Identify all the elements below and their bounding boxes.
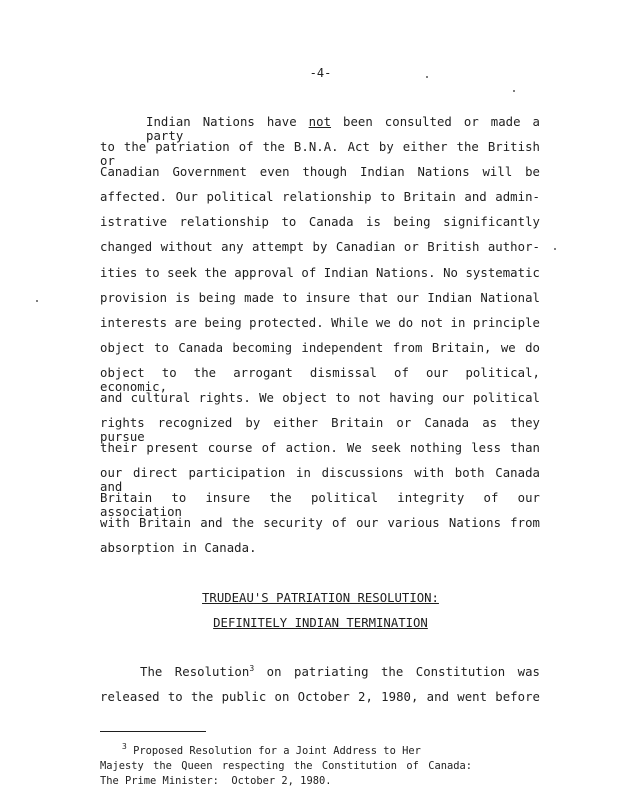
paragraph-line: istrative relationship to Canada is being significantly — [100, 215, 540, 229]
footnote-separator — [100, 731, 206, 732]
text-span: been consulted or made a party — [146, 115, 540, 143]
page-number: -4- — [309, 66, 332, 80]
section-heading-line1: TRUDEAU'S PATRIATION RESOLUTION: — [202, 591, 439, 605]
paragraph-line: interests are being protected. While we do not in principle — [100, 316, 540, 330]
paragraph-line: to the patriation of the B.N.A. Act by either the British or — [100, 140, 540, 168]
paragraph-line: Canadian Government even though Indian Nations will be — [100, 165, 540, 179]
footnote-line: The Prime Minister: October 2, 1980. — [100, 775, 332, 787]
footnote-reference: 3 — [249, 664, 255, 673]
paragraph-line: our direct participation in discussions with both Canada and — [100, 466, 540, 494]
scan-speck — [426, 76, 428, 78]
paragraph-line: rights recognized by either Britain or Canada as they pursue — [100, 416, 540, 444]
paragraph-line: released to the public on October 2, 1980, and went before — [100, 690, 540, 704]
text-span: on patriating the Constitution was — [254, 665, 540, 679]
paragraph-line: object to Canada becoming independent from Britain, we do — [100, 341, 540, 355]
scan-speck — [513, 90, 515, 92]
paragraph-line: with Britain and the security of our various Nations from — [100, 516, 540, 530]
paragraph-line: object to the arrogant dismissal of our political, economic, — [100, 366, 540, 394]
paragraph-line: absorption in Canada. — [100, 541, 257, 555]
emphasis-not: not — [308, 115, 332, 129]
text-span: Proposed Resolution for a Joint Address to Her — [126, 745, 421, 757]
paragraph-line — [140, 665, 540, 679]
paragraph-line — [146, 115, 540, 143]
paragraph-line: changed without any attempt by Canadian or British author- — [100, 240, 540, 254]
paragraph-line: affected. Our political relationship to Britain and admin- — [100, 190, 540, 204]
paragraph-line: and cultural rights. We object to not having our political — [100, 391, 540, 405]
section-heading-line2: DEFINITELY INDIAN TERMINATION — [213, 616, 428, 630]
scan-speck — [554, 248, 556, 250]
text-span: The Resolution — [140, 665, 250, 679]
paragraph-line: ities to seek the approval of Indian Nations. No systematic — [100, 266, 540, 280]
text-span: Indian Nations have — [146, 115, 309, 129]
footnote-line — [122, 742, 482, 758]
footnote-marker: 3 — [122, 742, 127, 751]
paragraph-line: provision is being made to insure that our Indian National — [100, 291, 540, 305]
scan-speck — [36, 300, 38, 302]
footnote-line: Majesty the Queen respecting the Constitution of Canada: — [100, 760, 472, 772]
paragraph-line: Britain to insure the political integrity of our association — [100, 491, 540, 519]
paragraph-line: their present course of action. We seek nothing less than — [100, 441, 540, 455]
